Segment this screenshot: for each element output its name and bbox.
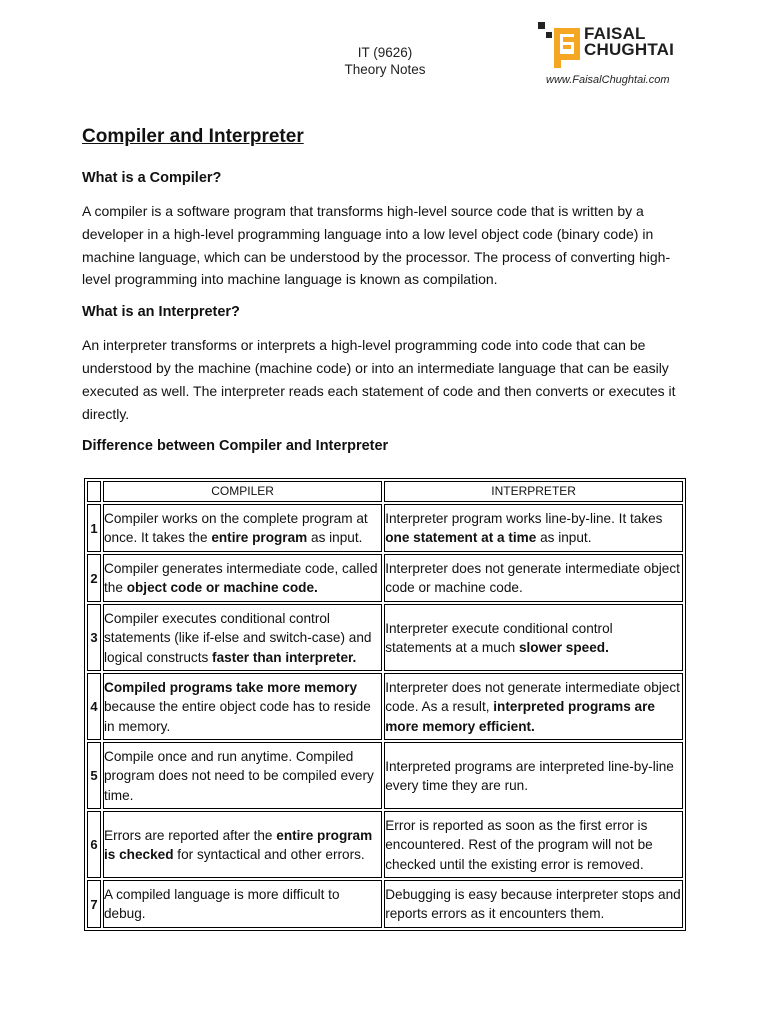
table-row — [87, 811, 683, 878]
row-number: 1 — [87, 504, 101, 552]
table-header-row — [87, 481, 683, 502]
compiler-cell: Errors are reported after the entire program is checked for syntactical and other errors. — [103, 811, 382, 878]
difference-heading: Difference between Compiler and Interpreter — [82, 438, 389, 455]
interpreter-cell: Interpreter does not generate intermediate object code or machine code. — [384, 554, 683, 602]
brand-logo — [536, 18, 706, 88]
document-body — [82, 126, 686, 468]
logo-mark-icon — [536, 18, 584, 70]
table-row — [87, 504, 683, 552]
compiler-definition: A compiler is a software program that transforms high-level source code that is written by a developer in a high-level programming language into a low level object code (binary code) in machine language, which can be understood by the processor. The process of converting high-level programming into machine language is known as compilation. — [82, 203, 671, 288]
page-title: Compiler and Interpreter — [82, 126, 304, 147]
interpreter-cell: Interpreter does not generate intermediate object code. As a result, interpreted programs are more memory efficient. — [384, 673, 683, 740]
header-num — [87, 481, 101, 502]
interpreter-cell: Interpreter program works line-by-line. It takes one statement at a time as input. — [384, 504, 683, 552]
compiler-cell: Compiler generates intermediate code, called the object code or machine code. — [103, 554, 382, 602]
course-code: IT (9626) — [357, 45, 413, 60]
notes-subtitle: Theory Notes — [344, 62, 426, 77]
header-interpreter: INTERPRETER — [384, 481, 683, 502]
interpreter-cell: Debugging is easy because interpreter stops and reports errors as it encounters them. — [384, 880, 683, 928]
compiler-cell: Compiled programs take more memory because the entire object code has to reside in memory. — [103, 673, 382, 740]
comparison-table — [84, 478, 686, 931]
compiler-cell: A compiled language is more difficult to debug. — [103, 880, 382, 928]
row-number: 5 — [87, 742, 101, 809]
row-number: 7 — [87, 880, 101, 928]
interpreter-cell: Interpreted programs are interpreted line-by-line every time they are run. — [384, 742, 683, 809]
table-row — [87, 554, 683, 602]
interpreter-heading: What is an Interpreter? — [82, 304, 240, 321]
row-number: 4 — [87, 673, 101, 740]
table-row — [87, 673, 683, 740]
document-header — [300, 44, 470, 78]
compiler-cell: Compile once and run anytime. Compiled program does not need to be compiled every time. — [103, 742, 382, 809]
logo-name: FAISAL CHUGHTAI — [584, 24, 675, 59]
table-row — [87, 742, 683, 809]
row-number: 2 — [87, 554, 101, 602]
row-number: 3 — [87, 604, 101, 671]
table-row — [87, 604, 683, 671]
table-row — [87, 880, 683, 928]
compiler-heading: What is a Compiler? — [82, 170, 222, 186]
interpreter-cell: Error is reported as soon as the first error is encountered. Rest of the program will not be checked until the existing error is removed. — [384, 811, 683, 878]
compiler-cell: Compiler works on the complete program at once. It takes the entire program as input. — [103, 504, 382, 552]
compiler-cell: Compiler executes conditional control statements (like if-else and switch-case) and logical constructs faster than interpreter. — [103, 604, 382, 671]
header-compiler: COMPILER — [103, 481, 382, 502]
interpreter-definition: An interpreter transforms or interprets a high-level programming code into code that can be understood by the machine (machine code) or into an intermediate language that can be easily executed as well. The interpreter reads each statement of code and then converts or executes it directly. — [82, 337, 676, 422]
row-number: 6 — [87, 811, 101, 878]
logo-url: www.FaisalChughtai.com — [546, 74, 670, 86]
interpreter-cell: Interpreter execute conditional control statements at a much slower speed. — [384, 604, 683, 671]
